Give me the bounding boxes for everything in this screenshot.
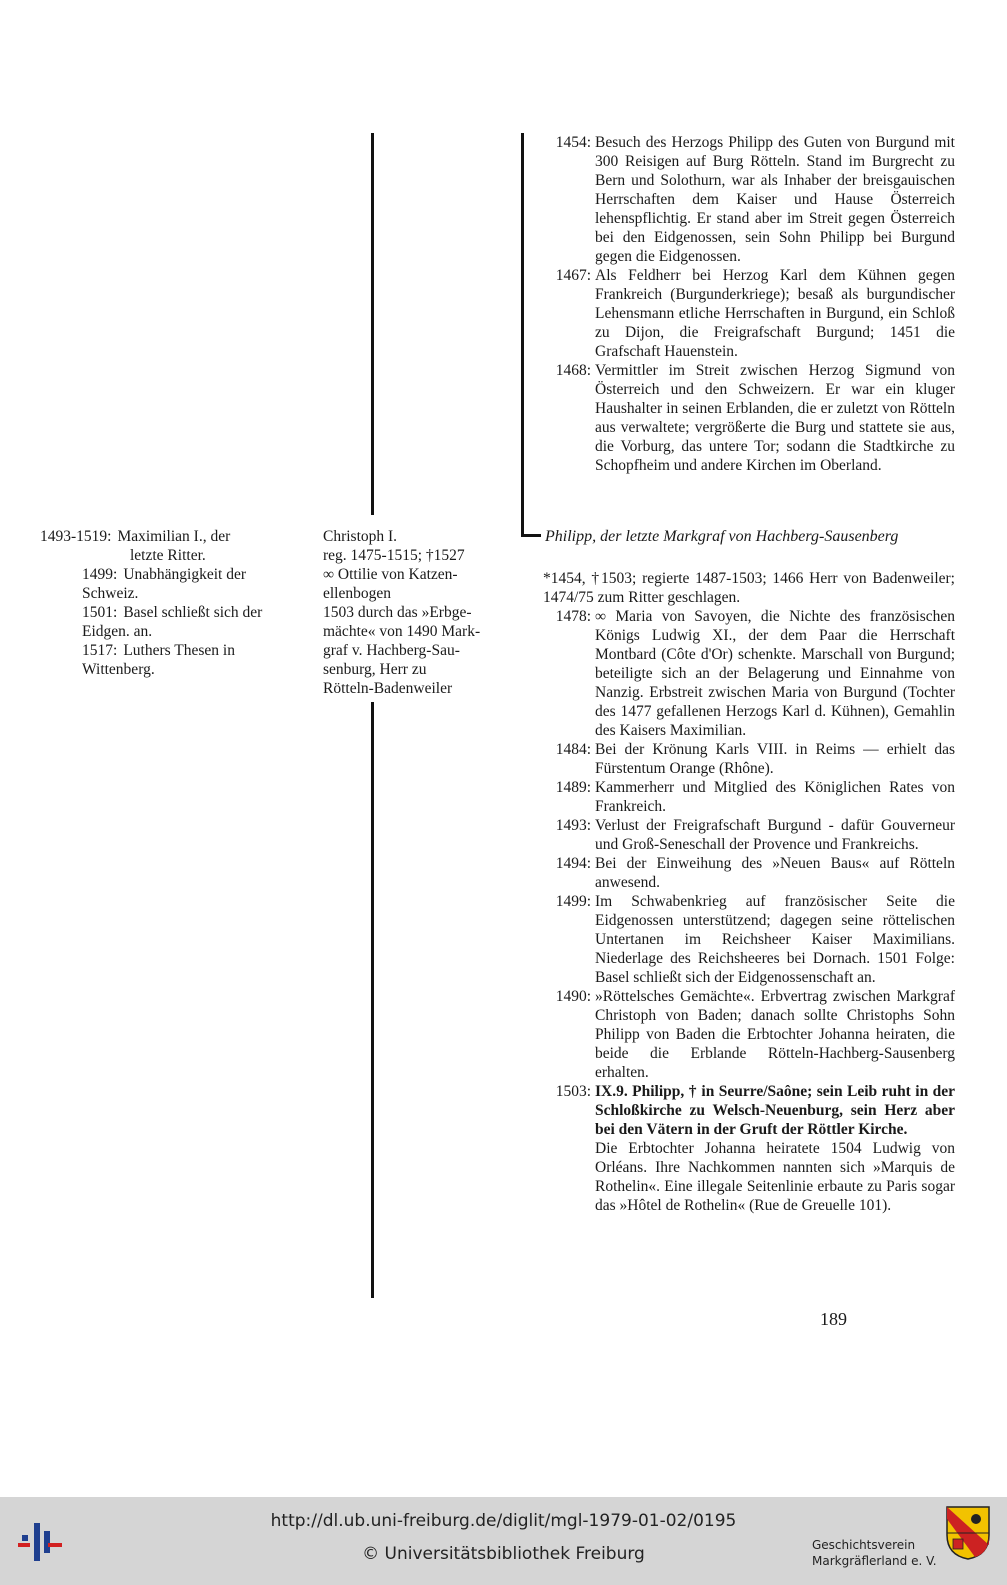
entry-text: Im Schwabenkrieg auf französischer Seite die Eidgenossen unterstützend; dagegen seine röttelischen Untertanen im Reichsheer Kaiser Maximilians. Niederlage des Reichsheeres bei Dornach. 1501 Folge: Basel schließt sich der Eidgenossenschaft an. xyxy=(595,893,955,986)
entry-year: 1467: xyxy=(555,267,591,284)
left-column xyxy=(40,527,300,679)
timeline-entry xyxy=(543,987,955,1082)
mid-line: Rötteln-Badenweiler xyxy=(323,680,453,697)
entry-text: Als Feldherr bei Herzog Karl dem Kühnen gegen Frankreich (Burgunderkriege); besaß als burgundischer Lehensmann etliche Herrschaften in Burgund, ein Schloß zu Dijon, die Freigrafschaft Burgund; 1451 die Grafschaft Hauenstein. xyxy=(595,267,955,360)
left-main-entry xyxy=(40,527,300,546)
timeline-entry-final xyxy=(543,1082,955,1215)
mid-line: reg. 1475-1515; †1527 xyxy=(323,547,465,564)
timeline-line-mid-bottom xyxy=(371,702,374,1298)
left-main-text: Maximilian I., der xyxy=(117,528,231,545)
middle-column xyxy=(323,527,523,698)
timeline-entry xyxy=(543,778,955,816)
timeline-entry xyxy=(543,133,955,266)
timeline-entry xyxy=(543,266,955,361)
timeline-entry xyxy=(543,361,955,475)
entry-year: 1490: xyxy=(555,988,591,1005)
page-number: 189 xyxy=(820,1309,847,1329)
left-sub-text: Luthers Thesen in xyxy=(123,642,235,659)
timeline-entry xyxy=(543,816,955,854)
entry-bold-text: IX.9. Philipp, † in Seurre/Saône; sein Leib ruht in der Schloßkirche zu Welsch-Neuenburg, sein Herz aber bei den Vätern in der Gruft der Röttler Kirche. xyxy=(595,1083,955,1138)
org-line: Markgräflerland e. V. xyxy=(812,1554,937,1568)
entry-text: Vermittler im Streit zwischen Herzog Sigmund von Österreich und den Schweizern. Er war ein kluger Haushalter in seinen Erblanden, die er zuletzt von Rötteln aus verwaltete; vergrößerte die Burg und stattete sie aus, die Vorburg, das untere Tor; sodann die Stadtkirche zu Schopfheim und andere Kirchen im Oberland. xyxy=(595,362,955,474)
entry-year: 1494: xyxy=(555,855,591,872)
philipp-heading: Philipp, der letzte Markgraf von Hachberg-Sausenberg xyxy=(545,528,899,545)
entry-text: Bei der Einweihung des »Neuen Baus« auf Rötteln anwesend. xyxy=(595,855,955,891)
left-sub-cont: Schweiz. xyxy=(82,585,139,602)
left-sub-entries xyxy=(40,565,300,679)
philipp-intro: *1454, †1503; regierte 1487-1503; 1466 Herr von Badenweiler; 1474/75 zum Ritter geschlagen. xyxy=(543,570,955,606)
entry-text: ∞ Maria von Savoyen, die Nichte des französischen Königs Ludwig XI., der dem Paar die Herrschaft Montbard (Côte d'Or) schenkte. Marschall von Burgund; beteiligte sich an der Belagerung und Einnahme von Nanzig. Erbstreit zwischen Maria von Burgund (Tochter des 1477 gefallenen Herzogs Karl d. Kühnen), Gemahlin des Kaisers Maximilian. xyxy=(595,608,955,739)
entry-text: »Röttelsches Gemächte«. Erbvertrag zwischen Markgraf Christoph von Baden; danach sollte Christophs Sohn Philipp von Baden die Erbtochter Johanna heiraten, die beide die Erblande Rötteln-Hachberg-Sausenberg erhalten. xyxy=(595,988,955,1081)
timeline-line-right xyxy=(521,133,524,537)
left-sub-text: Unabhängigkeit der xyxy=(123,566,246,583)
timeline-entry xyxy=(543,607,955,740)
right-column-top xyxy=(543,133,955,475)
left-sub-cont: Eidgen. an. xyxy=(82,623,153,640)
entry-year: 1489: xyxy=(555,779,591,796)
footer-organization xyxy=(812,1537,937,1569)
timeline-line-mid-top xyxy=(371,133,374,515)
entry-year: 1493: xyxy=(555,817,591,834)
mid-line: graf v. Hachberg-Sau- xyxy=(323,642,460,659)
mid-line: ellenbogen xyxy=(323,585,392,602)
entry-text: Kammerherr und Mitglied des Königlichen Rates von Frankreich. xyxy=(595,779,955,815)
timeline-entry xyxy=(543,854,955,892)
left-main-year: 1493-1519: xyxy=(40,528,112,545)
entry-text: Bei der Krönung Karls VIII. in Reims — erhielt das Fürstentum Orange (Rhône). xyxy=(595,741,955,777)
footer-copyright: © Universitätsbibliothek Freiburg xyxy=(362,1544,645,1564)
left-sub-year: 1499: xyxy=(82,566,118,583)
mid-line: mächte« von 1490 Mark- xyxy=(323,623,481,640)
entry-year: 1484: xyxy=(555,741,591,758)
left-sub-entry xyxy=(82,603,300,622)
mid-line: ∞ Ottilie von Katzen- xyxy=(323,566,458,583)
entry-text: Die Erbtochter Johanna heiratete 1504 Ludwig von Orléans. Ihre Nachkommen nannten sich »Marquis de Rothelin«. Eine illegale Seitenlinie erbaute zu Paris sogar das »Hôtel de Rothelin« (Rue de Greuelle 101). xyxy=(595,1140,955,1214)
entry-year: 1503: xyxy=(555,1083,591,1100)
entry-year: 1454: xyxy=(555,134,591,151)
left-sub-text: Basel schließt sich der xyxy=(123,604,263,621)
left-sub-cont: Wittenberg. xyxy=(82,661,155,678)
entry-year: 1499: xyxy=(555,893,591,910)
entry-year: 1468: xyxy=(555,362,591,379)
coat-of-arms-icon xyxy=(945,1505,991,1561)
footer-bar xyxy=(0,1497,1007,1585)
mid-line: Christoph I. xyxy=(323,528,398,545)
right-column-bottom xyxy=(543,607,955,1215)
entry-year: 1478: xyxy=(555,608,591,625)
left-sub-entry xyxy=(82,641,300,660)
timeline-entry xyxy=(543,740,955,778)
timeline-entry xyxy=(543,892,955,987)
entry-text: Besuch des Herzogs Philipp des Guten von Burgund mit 300 Reisigen auf Burg Rötteln. Stand im Burgrecht zu Bern und Solothurn, war als Inhaber der breisgauischen Herrschaften dem Kaiser und Hause Österreich lehenspflichtig. Er stand aber im Streit gegen Österreich bei den Eidgenossen, sein Sohn Philipp bei Burgund gegen die Eidgenossen. xyxy=(595,134,955,265)
left-sub-entry xyxy=(82,565,300,584)
left-sub-year: 1517: xyxy=(82,642,118,659)
footer-url-link[interactable]: http://dl.ub.uni-freiburg.de/diglit/mgl-1979-01-02/0195 xyxy=(270,1511,737,1531)
mid-line: 1503 durch das »Erbge- xyxy=(323,604,472,621)
mid-line: senburg, Herr zu xyxy=(323,661,427,678)
left-sub-year: 1501: xyxy=(82,604,118,621)
left-main-text-cont: letzte Ritter. xyxy=(130,547,206,564)
org-line: Geschichtsverein xyxy=(812,1538,916,1552)
entry-text: Verlust der Freigrafschaft Burgund - dafür Gouverneur und Groß-Seneschall der Provence und Frankreichs. xyxy=(595,817,955,853)
timeline-branch-philipp xyxy=(521,534,541,537)
